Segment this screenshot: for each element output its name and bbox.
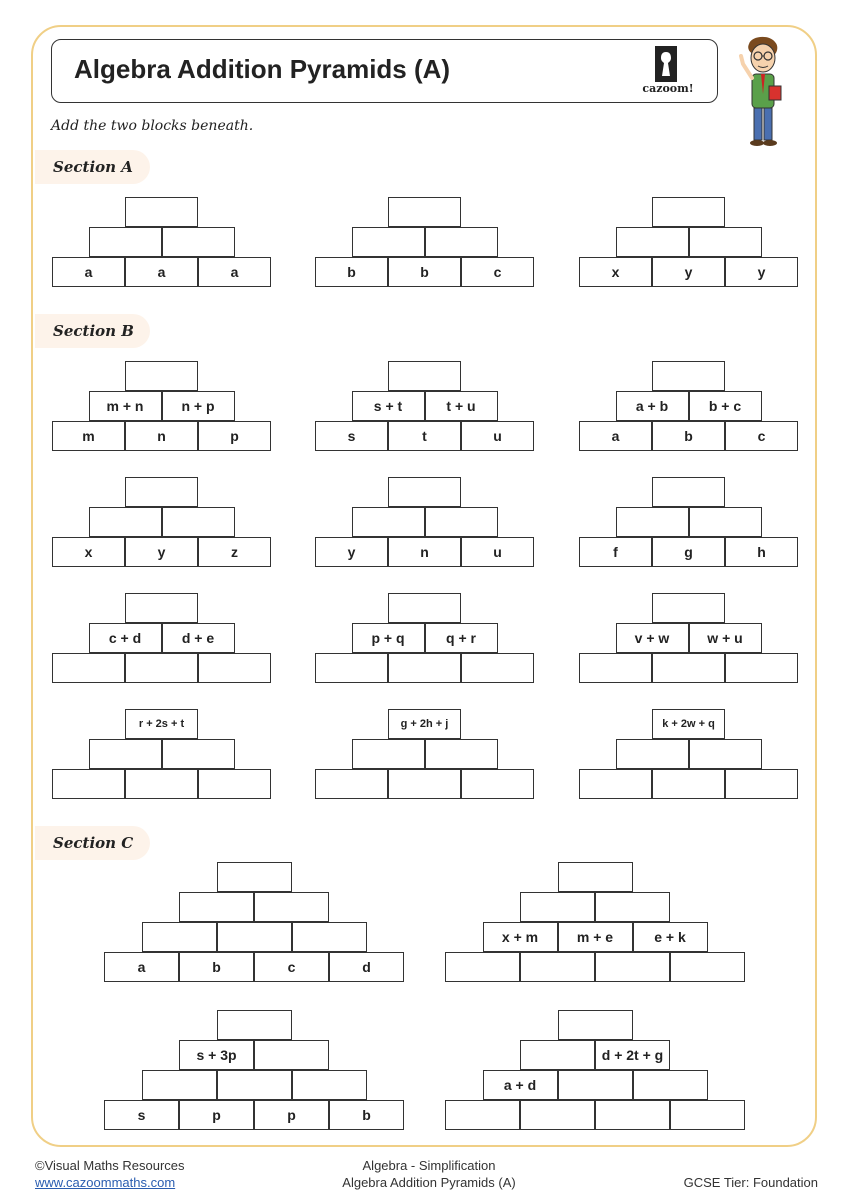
- pyramid-block[interactable]: a: [579, 421, 652, 451]
- pyramid-block[interactable]: d + 2t + g: [595, 1040, 670, 1070]
- pyramid-block[interactable]: y: [725, 257, 798, 287]
- pyramid-block[interactable]: [689, 739, 762, 769]
- pyramid-block[interactable]: x + m: [483, 922, 558, 952]
- pyramid-block[interactable]: [558, 1070, 633, 1100]
- pyramid-block[interactable]: h: [725, 537, 798, 567]
- pyramid-block[interactable]: x: [579, 257, 652, 287]
- pyramid-block[interactable]: n + p: [162, 391, 235, 421]
- pyramid-block[interactable]: n: [125, 421, 198, 451]
- pyramid-block[interactable]: y: [125, 537, 198, 567]
- pyramid-block[interactable]: [520, 892, 595, 922]
- pyramid-block[interactable]: [352, 507, 425, 537]
- pyramid-block[interactable]: [388, 197, 461, 227]
- pyramid-block[interactable]: [652, 653, 725, 683]
- pyramid-block[interactable]: [315, 653, 388, 683]
- footer-topic: Algebra - Simplification: [362, 1158, 496, 1173]
- pyramid-block[interactable]: x: [52, 537, 125, 567]
- pyramid-block[interactable]: [125, 477, 198, 507]
- pyramid-block[interactable]: [670, 1100, 745, 1130]
- section-a-label: Section A: [35, 150, 150, 184]
- pyramid-block[interactable]: y: [315, 537, 388, 567]
- pyramid-block[interactable]: c: [254, 952, 329, 982]
- title-banner: [51, 39, 718, 103]
- pyramid-block[interactable]: [89, 507, 162, 537]
- pyramid-block[interactable]: [125, 197, 198, 227]
- pyramid-block[interactable]: a: [104, 952, 179, 982]
- pyramid-block[interactable]: [162, 507, 235, 537]
- pyramid-block[interactable]: c: [725, 421, 798, 451]
- footer-worksheet-name: Algebra Addition Pyramids (A): [342, 1175, 516, 1190]
- section-c-label: Section C: [35, 826, 150, 860]
- pyramid-block[interactable]: [142, 1070, 217, 1100]
- pyramid-block[interactable]: t: [388, 421, 461, 451]
- pyramid-block[interactable]: [689, 227, 762, 257]
- pyramid-block[interactable]: [388, 361, 461, 391]
- pyramid-block[interactable]: w + u: [689, 623, 762, 653]
- pyramid-block[interactable]: [388, 653, 461, 683]
- pyramid-block[interactable]: k + 2w + q: [652, 709, 725, 739]
- pyramid-block[interactable]: [595, 1100, 670, 1130]
- pyramid-block[interactable]: a: [52, 257, 125, 287]
- pyramid-block[interactable]: z: [198, 537, 271, 567]
- pyramid-block[interactable]: q + r: [425, 623, 498, 653]
- pyramid-block[interactable]: s: [104, 1100, 179, 1130]
- pyramid-block[interactable]: [162, 227, 235, 257]
- pyramid-block[interactable]: b: [315, 257, 388, 287]
- pyramid-block[interactable]: s + t: [352, 391, 425, 421]
- pyramid-block[interactable]: n: [388, 537, 461, 567]
- pyramid-block[interactable]: [388, 769, 461, 799]
- pyramid-block[interactable]: t + u: [425, 391, 498, 421]
- pyramid-block[interactable]: [616, 227, 689, 257]
- pyramid-block[interactable]: a + d: [483, 1070, 558, 1100]
- pyramid-block[interactable]: g: [652, 537, 725, 567]
- pyramid-block[interactable]: [217, 1010, 292, 1040]
- pyramid-block[interactable]: b: [388, 257, 461, 287]
- pyramid-block[interactable]: [461, 653, 534, 683]
- pyramid-block[interactable]: [558, 1010, 633, 1040]
- page-title: Algebra Addition Pyramids (A): [74, 54, 451, 84]
- pyramid-block[interactable]: [689, 507, 762, 537]
- pyramid-block[interactable]: d: [329, 952, 404, 982]
- pyramid-block[interactable]: u: [461, 537, 534, 567]
- pyramid-block[interactable]: b: [179, 952, 254, 982]
- pyramid-block[interactable]: [725, 653, 798, 683]
- pyramid-block[interactable]: b: [329, 1100, 404, 1130]
- pyramid-block[interactable]: [652, 197, 725, 227]
- pyramid-block[interactable]: [520, 1100, 595, 1130]
- pyramid-block[interactable]: [633, 1070, 708, 1100]
- pyramid-block[interactable]: [217, 1070, 292, 1100]
- pyramid-block[interactable]: [445, 1100, 520, 1130]
- pyramid-block[interactable]: [198, 653, 271, 683]
- footer-website-link[interactable]: www.cazoommaths.com: [35, 1175, 176, 1190]
- pyramid-block[interactable]: [254, 892, 329, 922]
- pyramid-block[interactable]: f: [579, 537, 652, 567]
- pyramid-block[interactable]: [579, 653, 652, 683]
- cazoom-logo: [635, 46, 705, 98]
- pyramid-block[interactable]: [352, 227, 425, 257]
- pyramid-block[interactable]: m + n: [89, 391, 162, 421]
- footer-tier: GCSE Tier: Foundation: [683, 1175, 818, 1190]
- footer-copyright: ©Visual Maths Resources: [35, 1158, 185, 1173]
- pyramid-block[interactable]: [616, 507, 689, 537]
- pyramid-block[interactable]: v + w: [616, 623, 689, 653]
- pyramid-block[interactable]: s: [315, 421, 388, 451]
- pyramid-block[interactable]: [652, 361, 725, 391]
- pyramid-block[interactable]: [652, 593, 725, 623]
- pyramid-block[interactable]: [292, 1070, 367, 1100]
- pyramid-block[interactable]: s + 3p: [179, 1040, 254, 1070]
- pyramid-block[interactable]: b: [652, 421, 725, 451]
- pyramid-block[interactable]: [725, 769, 798, 799]
- pyramid-block[interactable]: [616, 739, 689, 769]
- pyramid-block[interactable]: c + d: [89, 623, 162, 653]
- pyramid-block[interactable]: [142, 922, 217, 952]
- pyramid-block[interactable]: u: [461, 421, 534, 451]
- pyramid-block[interactable]: [217, 922, 292, 952]
- pyramid-block[interactable]: [125, 769, 198, 799]
- pyramid-block[interactable]: r + 2s + t: [125, 709, 198, 739]
- pyramid-block[interactable]: [425, 507, 498, 537]
- pyramid-block[interactable]: p + q: [352, 623, 425, 653]
- pyramid-block[interactable]: [461, 769, 534, 799]
- pyramid-block[interactable]: [198, 769, 271, 799]
- pyramid-block[interactable]: [595, 952, 670, 982]
- pyramid-block[interactable]: d + e: [162, 623, 235, 653]
- pyramid-block[interactable]: [520, 952, 595, 982]
- pyramid-block[interactable]: p: [254, 1100, 329, 1130]
- pyramid-block[interactable]: [315, 769, 388, 799]
- instruction-text: Add the two blocks beneath.: [51, 118, 254, 134]
- pyramid-block[interactable]: a: [125, 257, 198, 287]
- pyramid-block[interactable]: m: [52, 421, 125, 451]
- pyramid-block[interactable]: [89, 739, 162, 769]
- pyramid-block[interactable]: [652, 769, 725, 799]
- logo-wordmark: cazoom!: [642, 82, 694, 95]
- pyramid-block[interactable]: [217, 862, 292, 892]
- pyramid-block[interactable]: a + b: [616, 391, 689, 421]
- pyramid-block[interactable]: m + e: [558, 922, 633, 952]
- pyramid-block[interactable]: [388, 593, 461, 623]
- pyramid-block[interactable]: [52, 769, 125, 799]
- pyramid-block[interactable]: [388, 477, 461, 507]
- pyramid-block[interactable]: c: [461, 257, 534, 287]
- pyramid-block[interactable]: a: [198, 257, 271, 287]
- pyramid-block[interactable]: [520, 1040, 595, 1070]
- pyramid-block[interactable]: e + k: [633, 922, 708, 952]
- pyramid-block[interactable]: [125, 593, 198, 623]
- section-b-label: Section B: [35, 314, 150, 348]
- pyramid-block[interactable]: [162, 739, 235, 769]
- pyramid-block[interactable]: p: [179, 1100, 254, 1130]
- pyramid-block[interactable]: p: [198, 421, 271, 451]
- pyramid-block[interactable]: [352, 739, 425, 769]
- pyramid-block[interactable]: [579, 769, 652, 799]
- pyramid-block[interactable]: [125, 653, 198, 683]
- teacher-mascot-icon: [735, 34, 791, 148]
- pyramid-block[interactable]: [52, 653, 125, 683]
- keyhole-logo-icon: [655, 46, 677, 82]
- pyramid-block[interactable]: [595, 892, 670, 922]
- pyramid-block[interactable]: [89, 227, 162, 257]
- pyramid-block[interactable]: [670, 952, 745, 982]
- pyramid-block[interactable]: g + 2h + j: [388, 709, 461, 739]
- pyramid-block[interactable]: [445, 952, 520, 982]
- pyramid-block[interactable]: [254, 1040, 329, 1070]
- pyramid-block[interactable]: b + c: [689, 391, 762, 421]
- pyramid-block[interactable]: [558, 862, 633, 892]
- pyramid-block[interactable]: [179, 892, 254, 922]
- pyramid-block[interactable]: [652, 477, 725, 507]
- pyramid-block[interactable]: [425, 739, 498, 769]
- pyramid-block[interactable]: [125, 361, 198, 391]
- pyramid-block[interactable]: y: [652, 257, 725, 287]
- pyramid-block[interactable]: [425, 227, 498, 257]
- pyramid-block[interactable]: [292, 922, 367, 952]
